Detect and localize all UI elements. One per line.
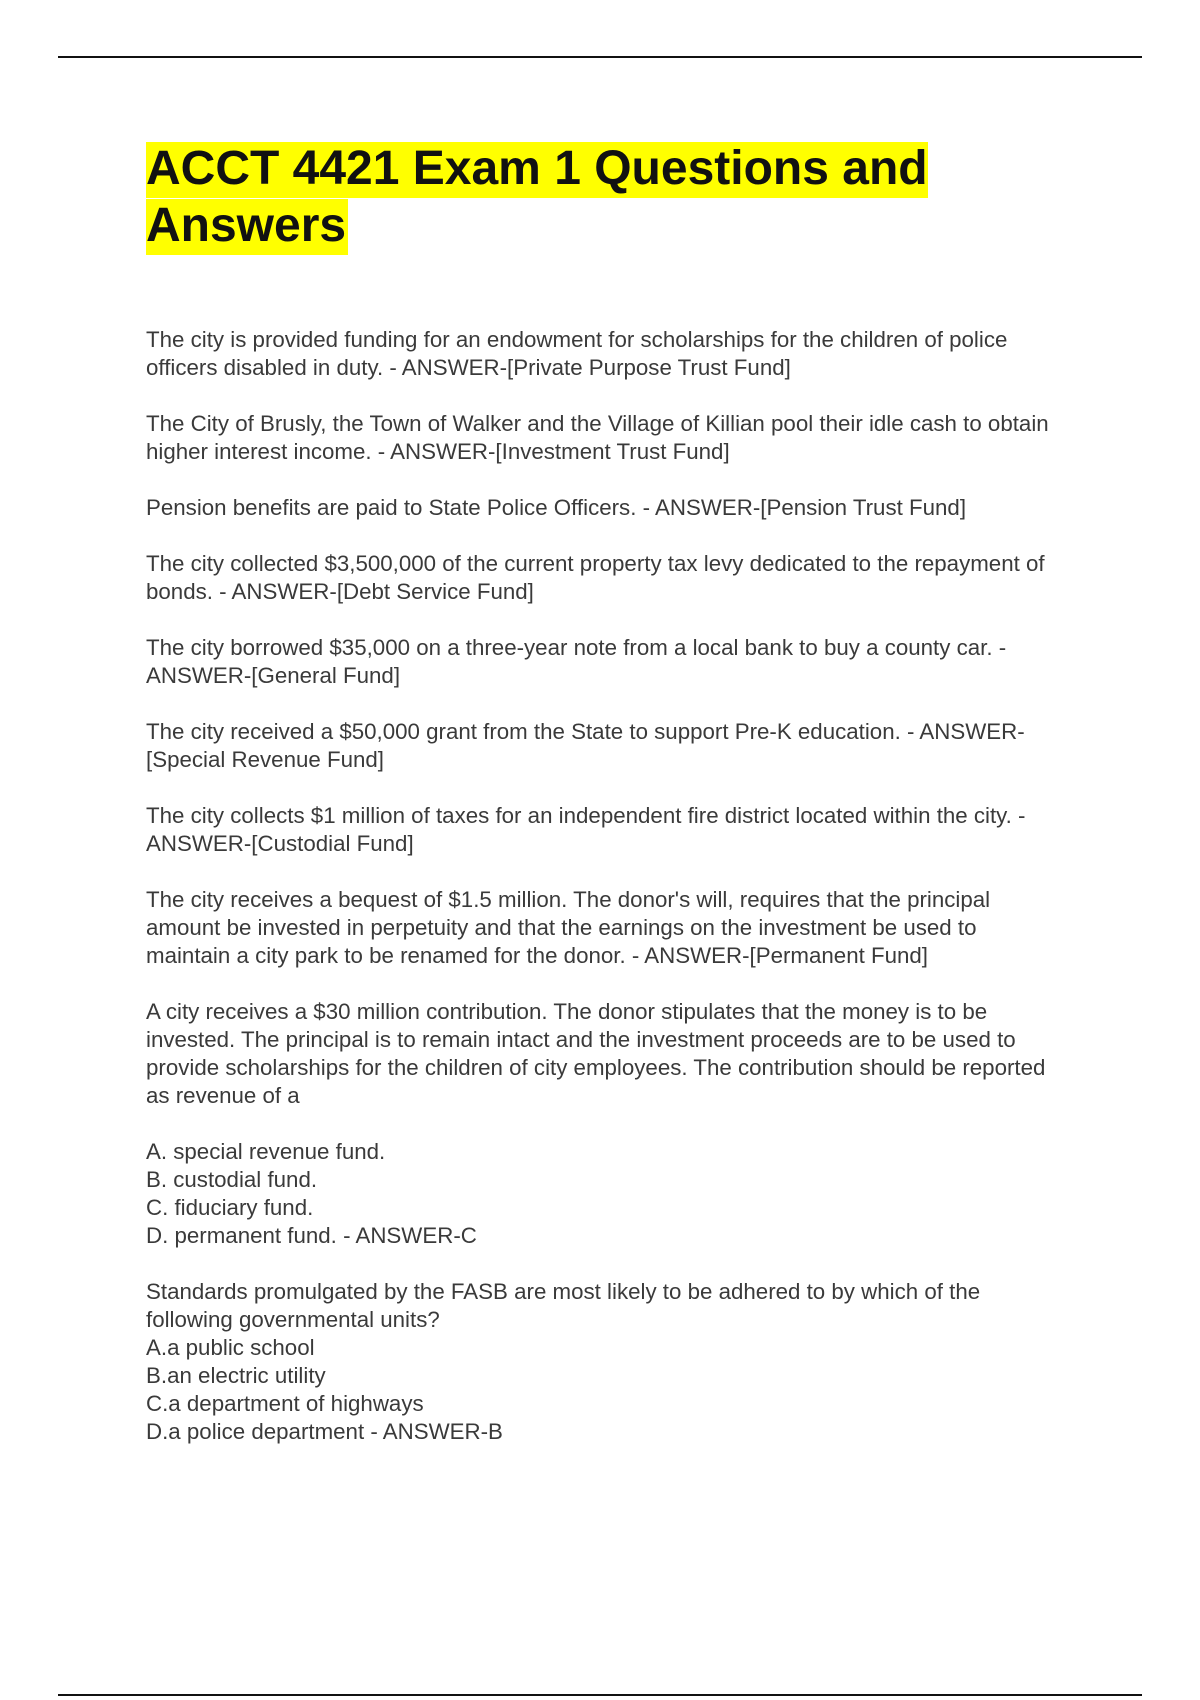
question-list — [146, 326, 1066, 1446]
title-highlight: ACCT 4421 Exam 1 Questions and Answers — [146, 142, 928, 255]
question-4: The city collected $3,500,000 of the current property tax levy dedicated to the repayment of bonds. - ANSWER-[Debt Service Fund] — [146, 551, 1045, 604]
document-title — [146, 140, 1066, 254]
question-5: The city borrowed $35,000 on a three-year note from a local bank to buy a county car. - ANSWER-[General Fund] — [146, 635, 1007, 688]
question-10: Standards promulgated by the FASB are most likely to be adhered to by which of the following governmental units? A.a public school B.an electric utility C.a department of highways D.a police department - ANSWER-B — [146, 1279, 981, 1444]
question-9-options: A. special revenue fund. B. custodial fund. C. fiduciary fund. D. permanent fund. - ANSWER-C — [146, 1139, 477, 1248]
question-7: The city collects $1 million of taxes for an independent fire district located within the city. - ANSWER-[Custodial Fund] — [146, 803, 1026, 856]
question-1: The city is provided funding for an endowment for scholarships for the children of police officers disabled in duty. - ANSWER-[Private Purpose Trust Fund] — [146, 327, 1008, 380]
question-2: The City of Brusly, the Town of Walker and the Village of Killian pool their idle cash to obtain higher interest income. - ANSWER-[Investment Trust Fund] — [146, 411, 1049, 464]
question-8: The city receives a bequest of $1.5 million. The donor's will, requires that the principal amount be invested in perpetuity and that the earnings on the investment be used to maintain a city park to be renamed for the donor. - ANSWER-[Permanent Fund] — [146, 887, 991, 968]
question-9: A city receives a $30 million contribution. The donor stipulates that the money is to be invested. The principal is to remain intact and the investment proceeds are to be used to provide scholarships for the children of city employees. The contribution should be reported as revenue of a — [146, 999, 1046, 1108]
header-rule — [58, 56, 1142, 58]
footer-rule — [58, 1694, 1142, 1696]
question-3: Pension benefits are paid to State Police Officers. - ANSWER-[Pension Trust Fund] — [146, 495, 967, 520]
document-body — [146, 140, 1066, 1474]
question-6: The city received a $50,000 grant from the State to support Pre-K education. - ANSWER-[Special Revenue Fund] — [146, 719, 1025, 772]
